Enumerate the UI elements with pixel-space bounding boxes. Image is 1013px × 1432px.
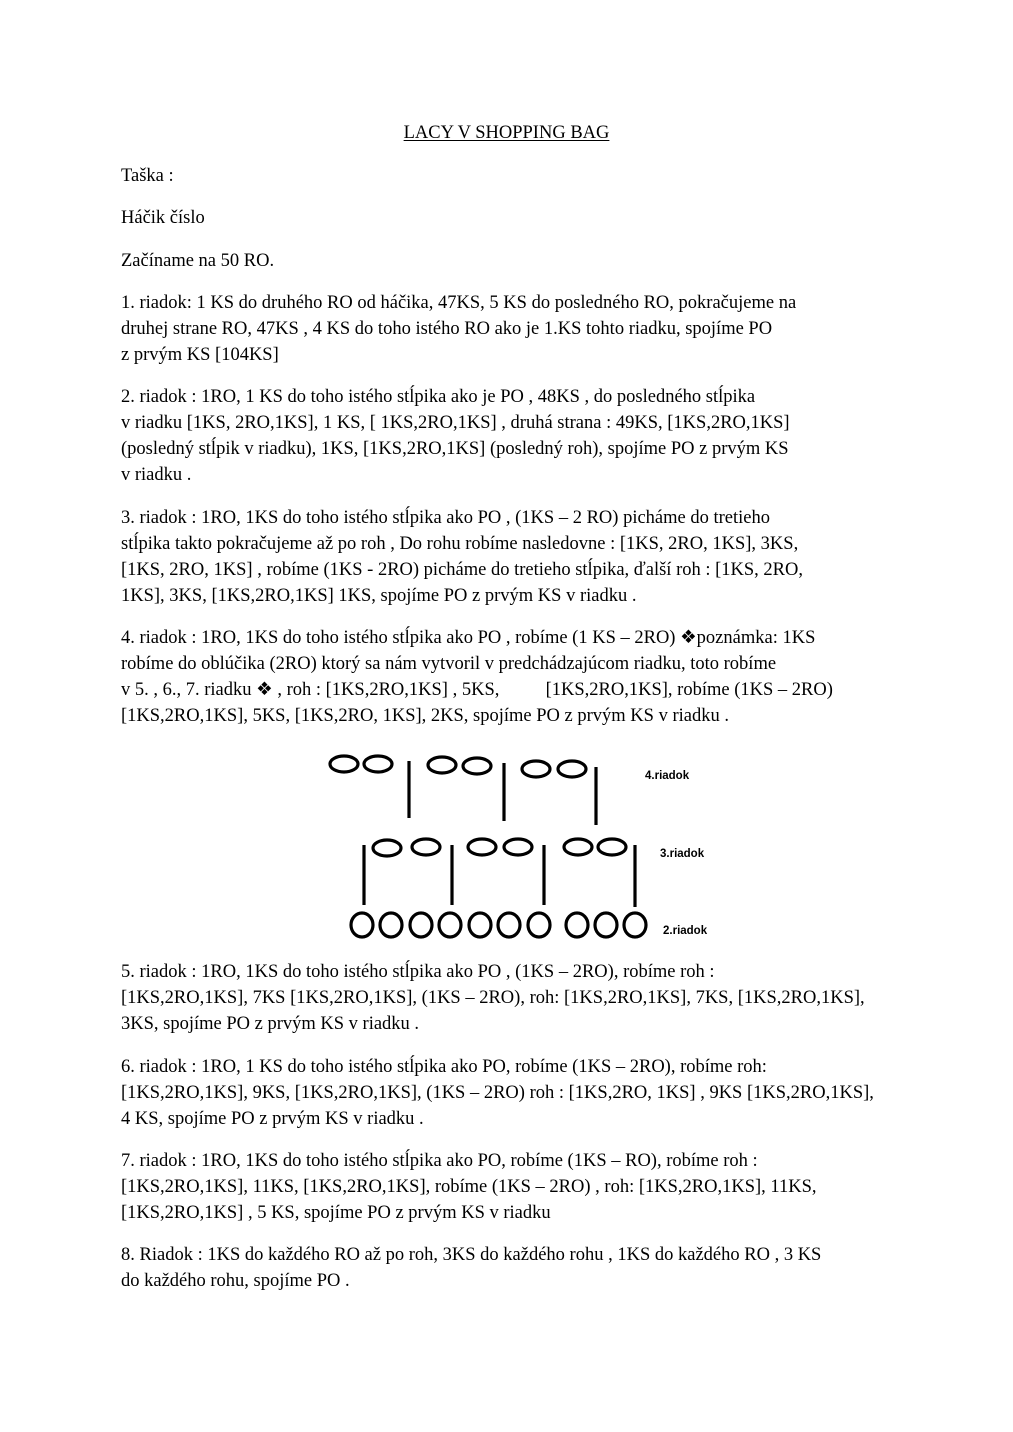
row8-line: do každého rohu, spojíme PO . [121, 1271, 350, 1291]
row8-line: 8. Riadok : 1KS do každého RO až po roh, 3KS do každého rohu , 1KS do každého RO , 3 KS [121, 1245, 822, 1265]
row4-line: robíme do oblúčika (2RO) ktorý sa nám vytvoril v predchádzajúcom riadku, toto robíme [121, 654, 777, 674]
chain-loop-icon [469, 913, 491, 937]
row3-line: 1KS], 3KS, [1KS,2RO,1KS] 1KS, spojíme PO z prvým KS v riadku . [121, 586, 637, 606]
chain-loop-icon [564, 839, 592, 855]
row4-line: [1KS,2RO,1KS], 5KS, [1KS,2RO, 1KS], 2KS, spojíme PO z prvým KS v riadku . [121, 706, 729, 726]
row5-line: 3KS, spojíme PO z prvým KS v riadku . [121, 1014, 420, 1034]
row6-paragraph [121, 1054, 901, 1132]
chain-loop-icon [498, 913, 520, 937]
chain-loop-icon [380, 913, 402, 937]
diagram-label-row3: 3.riadok [660, 848, 705, 860]
row5-line: 5. riadok : 1RO, 1KS do toho istého stĺpika ako PO , (1KS – 2RO), robíme roh : [121, 962, 715, 982]
chain-loop-icon [595, 913, 617, 937]
row7-line: [1KS,2RO,1KS], 11KS, [1KS,2RO,1KS], robíme (1KS – 2RO) , roh: [1KS,2RO,1KS], 11KS, [121, 1177, 817, 1197]
chain-loop-icon [522, 761, 550, 777]
row4-line: 4. riadok : 1RO, 1KS do toho istého stĺpika ako PO , robíme (1 KS – 2RO) ❖poznámka: 1KS [121, 628, 816, 648]
chain-loop-icon [412, 839, 440, 855]
chain-loop-icon [410, 913, 432, 937]
row1-line: druhej strane RO, 47KS , 4 KS do toho istého RO ako je 1.KS tohto riadku, spojíme PO [121, 319, 773, 339]
chain-loop-icon [428, 757, 456, 773]
row2-line: (posledný stĺpik v riadku), 1KS, [1KS,2RO,1KS] (posledný roh), spojíme PO z prvým KS [121, 439, 789, 459]
row4-line: v 5. , 6., 7. riadku ❖ , roh : [1KS,2RO,1KS] , 5KS, [1KS,2RO,1KS], robíme (1KS – 2RO) [121, 680, 833, 700]
row2-line: v riadku [1KS, 2RO,1KS], 1 KS, [ 1KS,2RO,1KS] , druhá strana : 49KS, [1KS,2RO,1KS] [121, 413, 790, 433]
stitch-diagram [320, 745, 740, 945]
row2-line: v riadku . [121, 465, 192, 485]
row2-line: 2. riadok : 1RO, 1 KS do toho istého stĺpika ako je PO , 48KS , do posledného stĺpika [121, 387, 756, 407]
chain-loop-icon [364, 756, 392, 772]
hook-line [121, 205, 901, 231]
row3-line: 3. riadok : 1RO, 1KS do toho istého stĺpika ako PO , (1KS – 2 RO) picháme do tretieho [121, 508, 770, 528]
row4-paragraph [121, 625, 901, 729]
chain-loop-icon [566, 913, 588, 937]
chain-loop-icon [351, 913, 373, 937]
start-line [121, 248, 901, 274]
chain-loop-icon [330, 756, 358, 772]
document-title: LACY V SHOPPING BAG [403, 123, 610, 143]
chain-loop-icon [373, 840, 401, 856]
row3-paragraph [121, 505, 901, 609]
chain-loop-icon [463, 758, 491, 774]
chain-loop-icon [504, 839, 532, 855]
diagram-label-row2: 2.riadok [663, 925, 708, 937]
chain-loop-icon [558, 761, 586, 777]
row8-paragraph [121, 1242, 901, 1294]
row6-line: [1KS,2RO,1KS], 9KS, [1KS,2RO,1KS], (1KS – 2RO) roh : [1KS,2RO, 1KS] , 9KS [1KS,2RO,1KS], [121, 1083, 874, 1103]
bag-line [121, 163, 901, 189]
chain-loop-icon [624, 913, 646, 937]
row5-paragraph [121, 959, 901, 1037]
row1-paragraph [121, 290, 901, 368]
bag-text: Taška : [121, 166, 174, 186]
row5-line: [1KS,2RO,1KS], 7KS [1KS,2RO,1KS], (1KS – 2RO), roh: [1KS,2RO,1KS], 7KS, [1KS,2RO,1KS], [121, 988, 865, 1008]
row3-line: stĺpika takto pokračujeme až po roh , Do rohu robíme nasledovne : [1KS, 2RO, 1KS], 3KS, [121, 534, 799, 554]
chain-loop-icon [439, 913, 461, 937]
row1-line: z prvým KS [104KS] [121, 345, 279, 365]
start-text: Začíname na 50 RO. [121, 251, 275, 271]
row6-line: 6. riadok : 1RO, 1 KS do toho istého stĺpika ako PO, robíme (1KS – 2RO), robíme roh: [121, 1057, 767, 1077]
row7-paragraph [121, 1148, 901, 1226]
row6-line: 4 KS, spojíme PO z prvým KS v riadku . [121, 1109, 424, 1129]
row3-line: [1KS, 2RO, 1KS] , robíme (1KS - 2RO) picháme do tretieho stĺpika, ďalší roh : [1KS, 2RO, [121, 560, 804, 580]
chain-loop-icon [468, 839, 496, 855]
hook-text: Háčik číslo [121, 208, 205, 228]
chain-loop-icon [528, 913, 550, 937]
row7-line: [1KS,2RO,1KS] , 5 KS, spojíme PO z prvým KS v riadku [121, 1203, 551, 1223]
row2-paragraph [121, 384, 901, 488]
row1-line: 1. riadok: 1 KS do druhého RO od háčika, 47KS, 5 KS do posledného RO, pokračujeme na [121, 293, 797, 313]
row7-line: 7. riadok : 1RO, 1KS do toho istého stĺpika ako PO, robíme (1KS – RO), robíme roh : [121, 1151, 758, 1171]
chain-loop-icon [598, 839, 626, 855]
diagram-label-row4: 4.riadok [645, 770, 690, 782]
